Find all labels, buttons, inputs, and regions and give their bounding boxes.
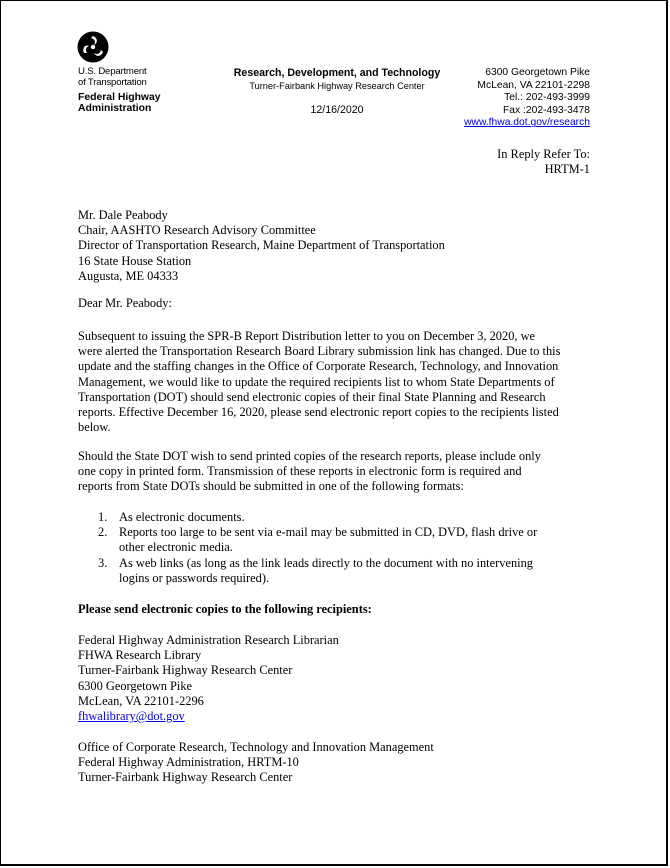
- usdot-triskelion-icon: [77, 31, 109, 68]
- recipient-block-1: [78, 633, 598, 724]
- agency-line-1: Federal Highway: [78, 92, 161, 103]
- office-heading: [213, 67, 461, 116]
- paragraph-line: Subsequent to issuing the SPR-B Report Distribution letter to you on December 3, 2020, we: [78, 329, 536, 343]
- list-line: logins or passwords required).: [119, 570, 270, 585]
- recipient-line: Augusta, ME 04333: [78, 268, 179, 283]
- recipient-line: 6300 Georgetown Pike: [78, 678, 193, 693]
- reply-label: In Reply Refer To:: [497, 147, 590, 161]
- recipient-line: Office of Corporate Research, Technology and Innovation Management: [78, 740, 434, 754]
- letter-date: 12/16/2020: [310, 104, 364, 116]
- salutation: Dear Mr. Peabody:: [78, 296, 172, 310]
- recipient-address: [78, 208, 598, 284]
- office-address: [464, 67, 590, 130]
- recipient-line: Federal Highway Administration, HRTM-10: [78, 755, 299, 770]
- dept-line-2: of Transportation: [78, 76, 147, 88]
- paragraph-line: reports from State DOTs should be submitted in one of the following formats:: [78, 479, 464, 494]
- body-paragraph-2: [78, 449, 598, 495]
- recipient-line: Chair, AASHTO Research Advisory Committee: [78, 223, 316, 238]
- paragraph-line: Should the State DOT wish to send printed copies of the research reports, please include only: [78, 449, 541, 463]
- reply-code: HRTM-1: [544, 162, 590, 177]
- paragraph-line: reports. Effective December 16, 2020, please send electronic report copies to the recipients listed: [78, 405, 559, 420]
- department-name: [78, 67, 147, 88]
- list-line: As electronic documents.: [119, 510, 245, 524]
- recipient-line: Turner-Fairbank Highway Research Center: [78, 663, 293, 678]
- address-city: McLean, VA 22101-2298: [477, 79, 590, 91]
- website-link[interactable]: www.fhwa.dot.gov/research: [464, 117, 590, 129]
- agency-name: [78, 93, 161, 114]
- address-street: 6300 Georgetown Pike: [485, 67, 590, 78]
- address-tel: Tel.: 202-493-3999: [504, 92, 590, 104]
- list-number: 3.: [98, 555, 108, 570]
- office-subtitle: Turner-Fairbank Highway Research Center: [249, 81, 425, 91]
- dept-line-1: U.S. Department: [78, 66, 147, 77]
- office-title: Research, Development, and Technology: [233, 67, 441, 79]
- agency-line-2: Administration: [78, 102, 152, 114]
- recipient-line: Mr. Dale Peabody: [78, 208, 168, 222]
- list-item: [78, 510, 598, 525]
- paragraph-line: update and the staffing changes in the Office of Corporate Research, Technology, and Innovation: [78, 359, 559, 374]
- reply-reference: [497, 147, 590, 177]
- recipient-block-2: [78, 740, 598, 786]
- recipient-line: Turner-Fairbank Highway Research Center: [78, 770, 293, 785]
- recipients-heading-text: Please send electronic copies to the following recipients:: [78, 602, 372, 616]
- paragraph-line: one copy in printed form. Transmission of these reports in electronic form is required and: [78, 464, 522, 479]
- body-paragraph-1: [78, 329, 598, 435]
- paragraph-line: were alerted the Transportation Research Board Library submission link has changed. Due to this: [78, 344, 561, 359]
- email-link[interactable]: fhwalibrary@dot.gov: [78, 709, 185, 724]
- paragraph-line: Management, we would like to update the required recipients list to whom State Departments of: [78, 374, 555, 389]
- paragraph-line: Transportation (DOT) should send electronic copies of their final State Planning and Research: [78, 389, 546, 404]
- list-item: [78, 556, 598, 586]
- recipient-line: 16 State House Station: [78, 253, 192, 268]
- address-fax: Fax :202-493-3478: [502, 104, 590, 116]
- recipient-line: FHWA Research Library: [78, 648, 202, 663]
- recipient-line: McLean, VA 22101-2296: [78, 693, 204, 708]
- list-line: other electronic media.: [119, 540, 233, 555]
- recipient-line: Director of Transportation Research, Maine Department of Transportation: [78, 238, 445, 253]
- list-line: Reports too large to be sent via e-mail may be submitted in CD, DVD, flash drive or: [119, 525, 538, 540]
- recipient-line: Federal Highway Administration Research Librarian: [78, 633, 339, 647]
- list-line: As web links (as long as the link leads directly to the document with no intervening: [119, 555, 533, 570]
- list-item: [78, 525, 598, 555]
- formats-list: [78, 510, 598, 586]
- recipients-heading: [78, 602, 598, 617]
- paragraph-line: below.: [78, 420, 111, 435]
- list-number: 1.: [98, 510, 108, 524]
- list-number: 2.: [98, 525, 108, 540]
